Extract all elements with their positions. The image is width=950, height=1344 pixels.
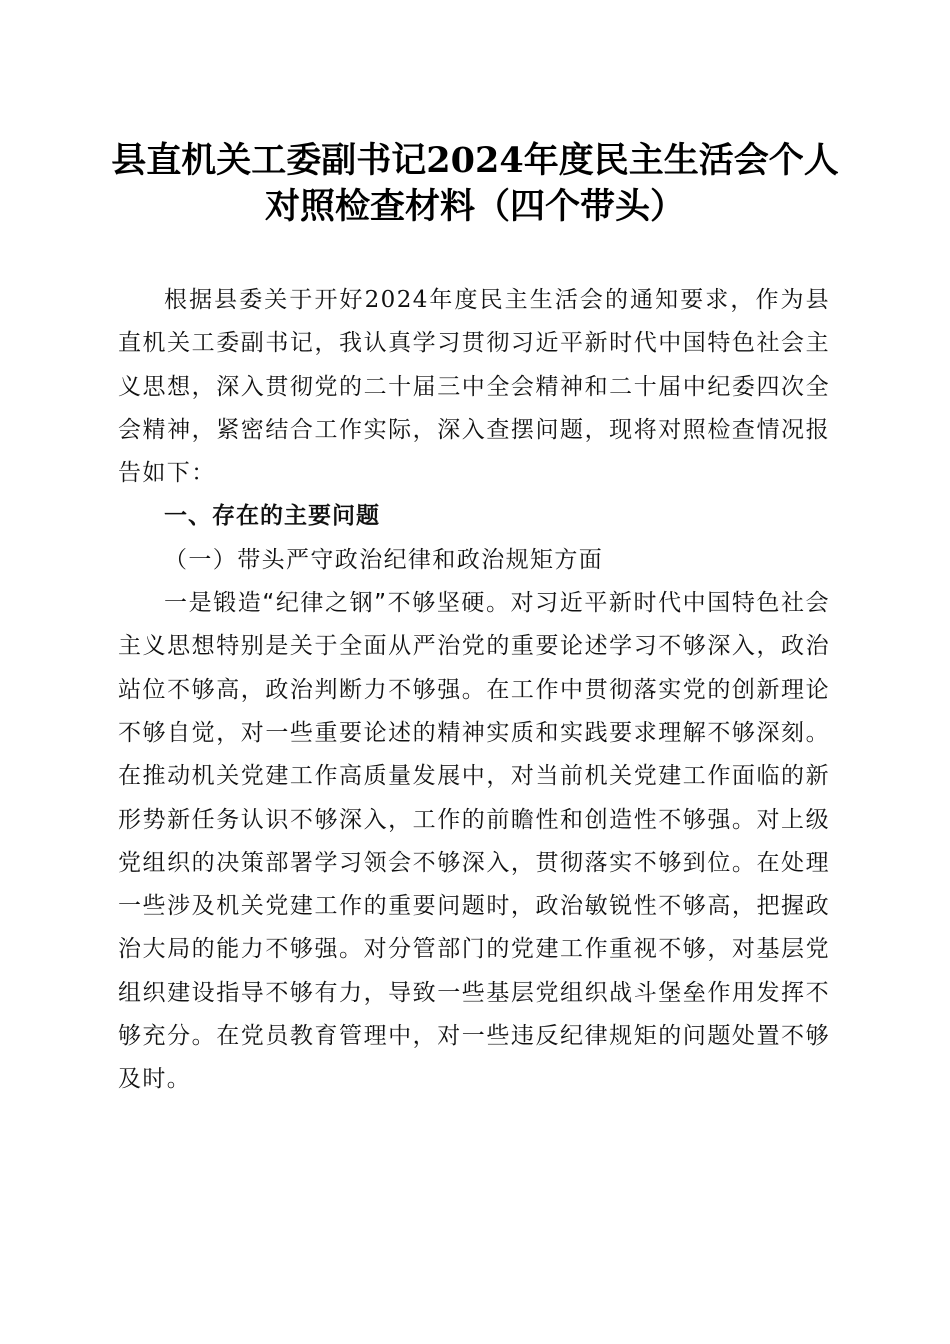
point-1-text: 对习近平新时代中国特色社会主义思想特别是关于全面从严治党的重要论述学习不够深入，政治站位不够高，政治判断力不够强。在工作中贯彻落实党的创新理论不够自觉，对一些重要论述的精神实质和实践要求理解不够深刻。在推动机关党建工作高质量发展中，对当前机关党建工作面临的新形势新任务认识不够深入，工作的前瞻性和创造性不够强。对上级党组织的决策部署学习领会不够深入，贯彻落实不够到位。在处理一些涉及机关党建工作的重要问题时，政治敏锐性不够高，把握政治大局的能力不够强。对分管部门的党建工作重视不够，对基层党组织建设指导不够有力，导致一些基层党组织战斗堡垒作用发挥不够充分。在党员教育管理中，对一些违反纪律规矩的问题处置不够及时。 xyxy=(118,590,830,1093)
point-1-lead: 一是锻造“纪律之钢”不够坚硬。 xyxy=(164,590,511,617)
document-title: 县直机关工委副书记2024年度民主生活会个人对照检查材料（四个带头） xyxy=(111,140,839,227)
section-heading-problems: 一、存在的主要问题 xyxy=(164,503,380,530)
subsection-heading-political-discipline: （一）带头严守政治纪律和政治规矩方面 xyxy=(164,546,604,573)
intro-paragraph: 根据县委关于开好2024年度民主生活会的通知要求，作为县直机关工委副书记，我认真学习贯彻习近平新时代中国特色社会主义思想，深入贯彻党的二十届三中全会精神和二十届中纪委四次全会精神，紧密结合工作实际，深入查摆问题，现将对照检查情况报告如下： xyxy=(118,287,830,487)
point-1-paragraph xyxy=(118,582,830,1102)
document-body xyxy=(118,279,830,1102)
